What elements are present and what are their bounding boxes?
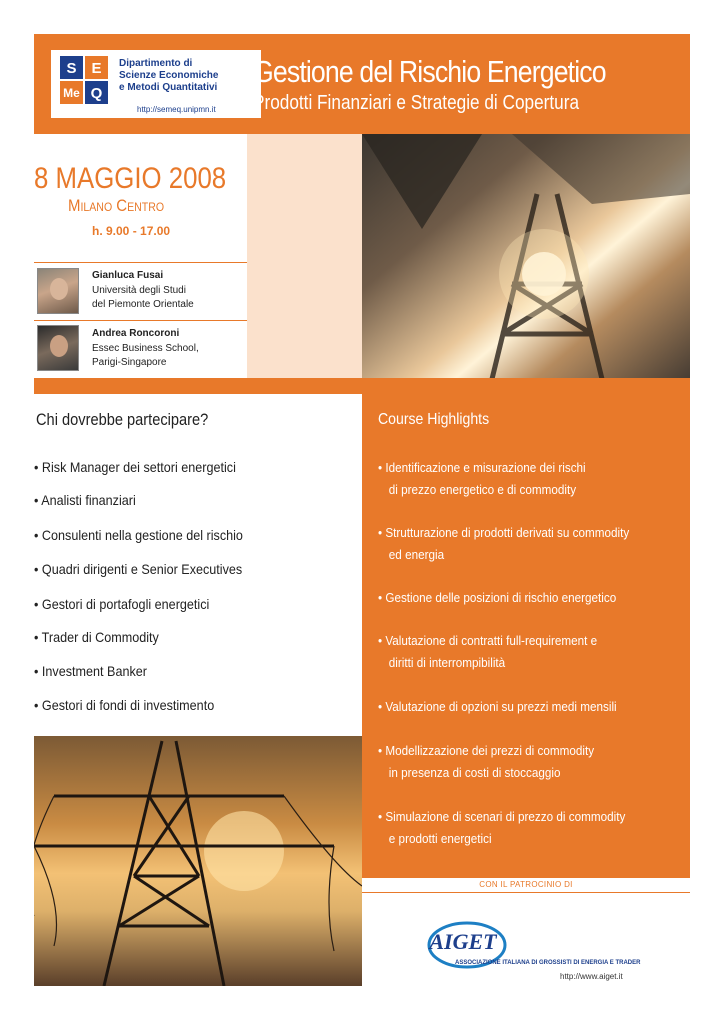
list-item: • Valutazione di contratti full-requirement e diritti di interrompibilità [378,633,598,670]
list-item: • Gestori di portafogli energetici [34,596,210,612]
list-item: • Risk Manager dei settori energetici [34,459,236,475]
logo-letter: Me [63,86,80,100]
department-url[interactable]: http://semeq.unipmn.it [137,105,216,114]
logo-letter: S [66,60,77,77]
decorative-panel [247,134,362,379]
list-item: • Analisti finanziari [34,492,136,508]
page-subtitle: Prodotti Finanziari e Strategie di Copertura [253,92,580,114]
list-item: • Identificazione e misurazione dei rischi di prezzo energetico e di commodity [378,460,586,497]
speaker-name: Andrea Roncoroni [92,328,180,339]
sponsor-label: CON IL PATROCINIO DI [479,880,573,889]
department-name: Dipartimento di Scienze Economiche e Metodi Quantitativi [119,58,219,93]
logo-letter: E [91,60,102,77]
logo-letter: Q [90,85,103,102]
speaker-photo-fusai [37,268,79,314]
semeq-logo-icon [60,56,108,104]
audience-title: Chi dovrebbe partecipare? [36,410,209,429]
speaker-photo-roncoroni [37,325,79,371]
tower-silhouette-icon [362,134,690,379]
list-item: • Modellizzazione dei prezzi di commodity in presenza di costi di stoccaggio [378,743,595,780]
highlights-panel [362,378,690,878]
list-item: • Valutazione di opzioni su prezzi medi mensili [378,699,617,714]
divider [362,892,690,893]
list-item: • Simulazione di scenari di prezzo di commodity e prodotti energetici [378,809,626,846]
power-tower-photo-bottom [34,736,362,986]
list-item: • Quadri dirigenti e Senior Executives [34,561,243,577]
sponsor-url[interactable]: http://www.aiget.it [560,972,623,981]
divider [34,262,247,263]
aiget-wordmark: AIGET [429,929,497,954]
highlights-title: Course Highlights [378,411,490,428]
speaker-affiliation: Università degli Studi del Piemonte Orientale [92,285,194,310]
speaker-affiliation: Essec Business School, Parigi-Singapore [92,343,199,368]
list-item: • Gestori di fondi di investimento [34,697,215,713]
speaker-name: Gianluca Fusai [92,270,164,281]
header-band [34,34,690,134]
list-item: • Investment Banker [34,663,147,679]
list-item: • Consulenti nella gestione del rischio [34,527,243,543]
list-item: • Trader di Commodity [34,629,159,645]
accent-strip [34,378,362,394]
list-item: • Gestione delle posizioni di rischio energetico [378,590,617,605]
power-tower-photo-top [362,134,690,379]
divider [34,320,247,321]
event-hours: h. 9.00 - 17.00 [92,224,171,238]
department-logo [51,50,261,118]
page-title: Gestione del Rischio Energetico [253,54,606,89]
event-venue: Milano Centro [68,196,165,215]
list-item: • Strutturazione di prodotti derivati su commodity ed energia [378,525,630,562]
aiget-logo-icon [425,915,515,975]
event-date: 8 MAGGIO 2008 [34,162,227,195]
sponsor-full-name: ASSOCIAZIONE ITALIANA DI GROSSISTI DI ENERGIA E TRADER [455,960,641,966]
pylon-silhouette-icon [34,736,362,986]
